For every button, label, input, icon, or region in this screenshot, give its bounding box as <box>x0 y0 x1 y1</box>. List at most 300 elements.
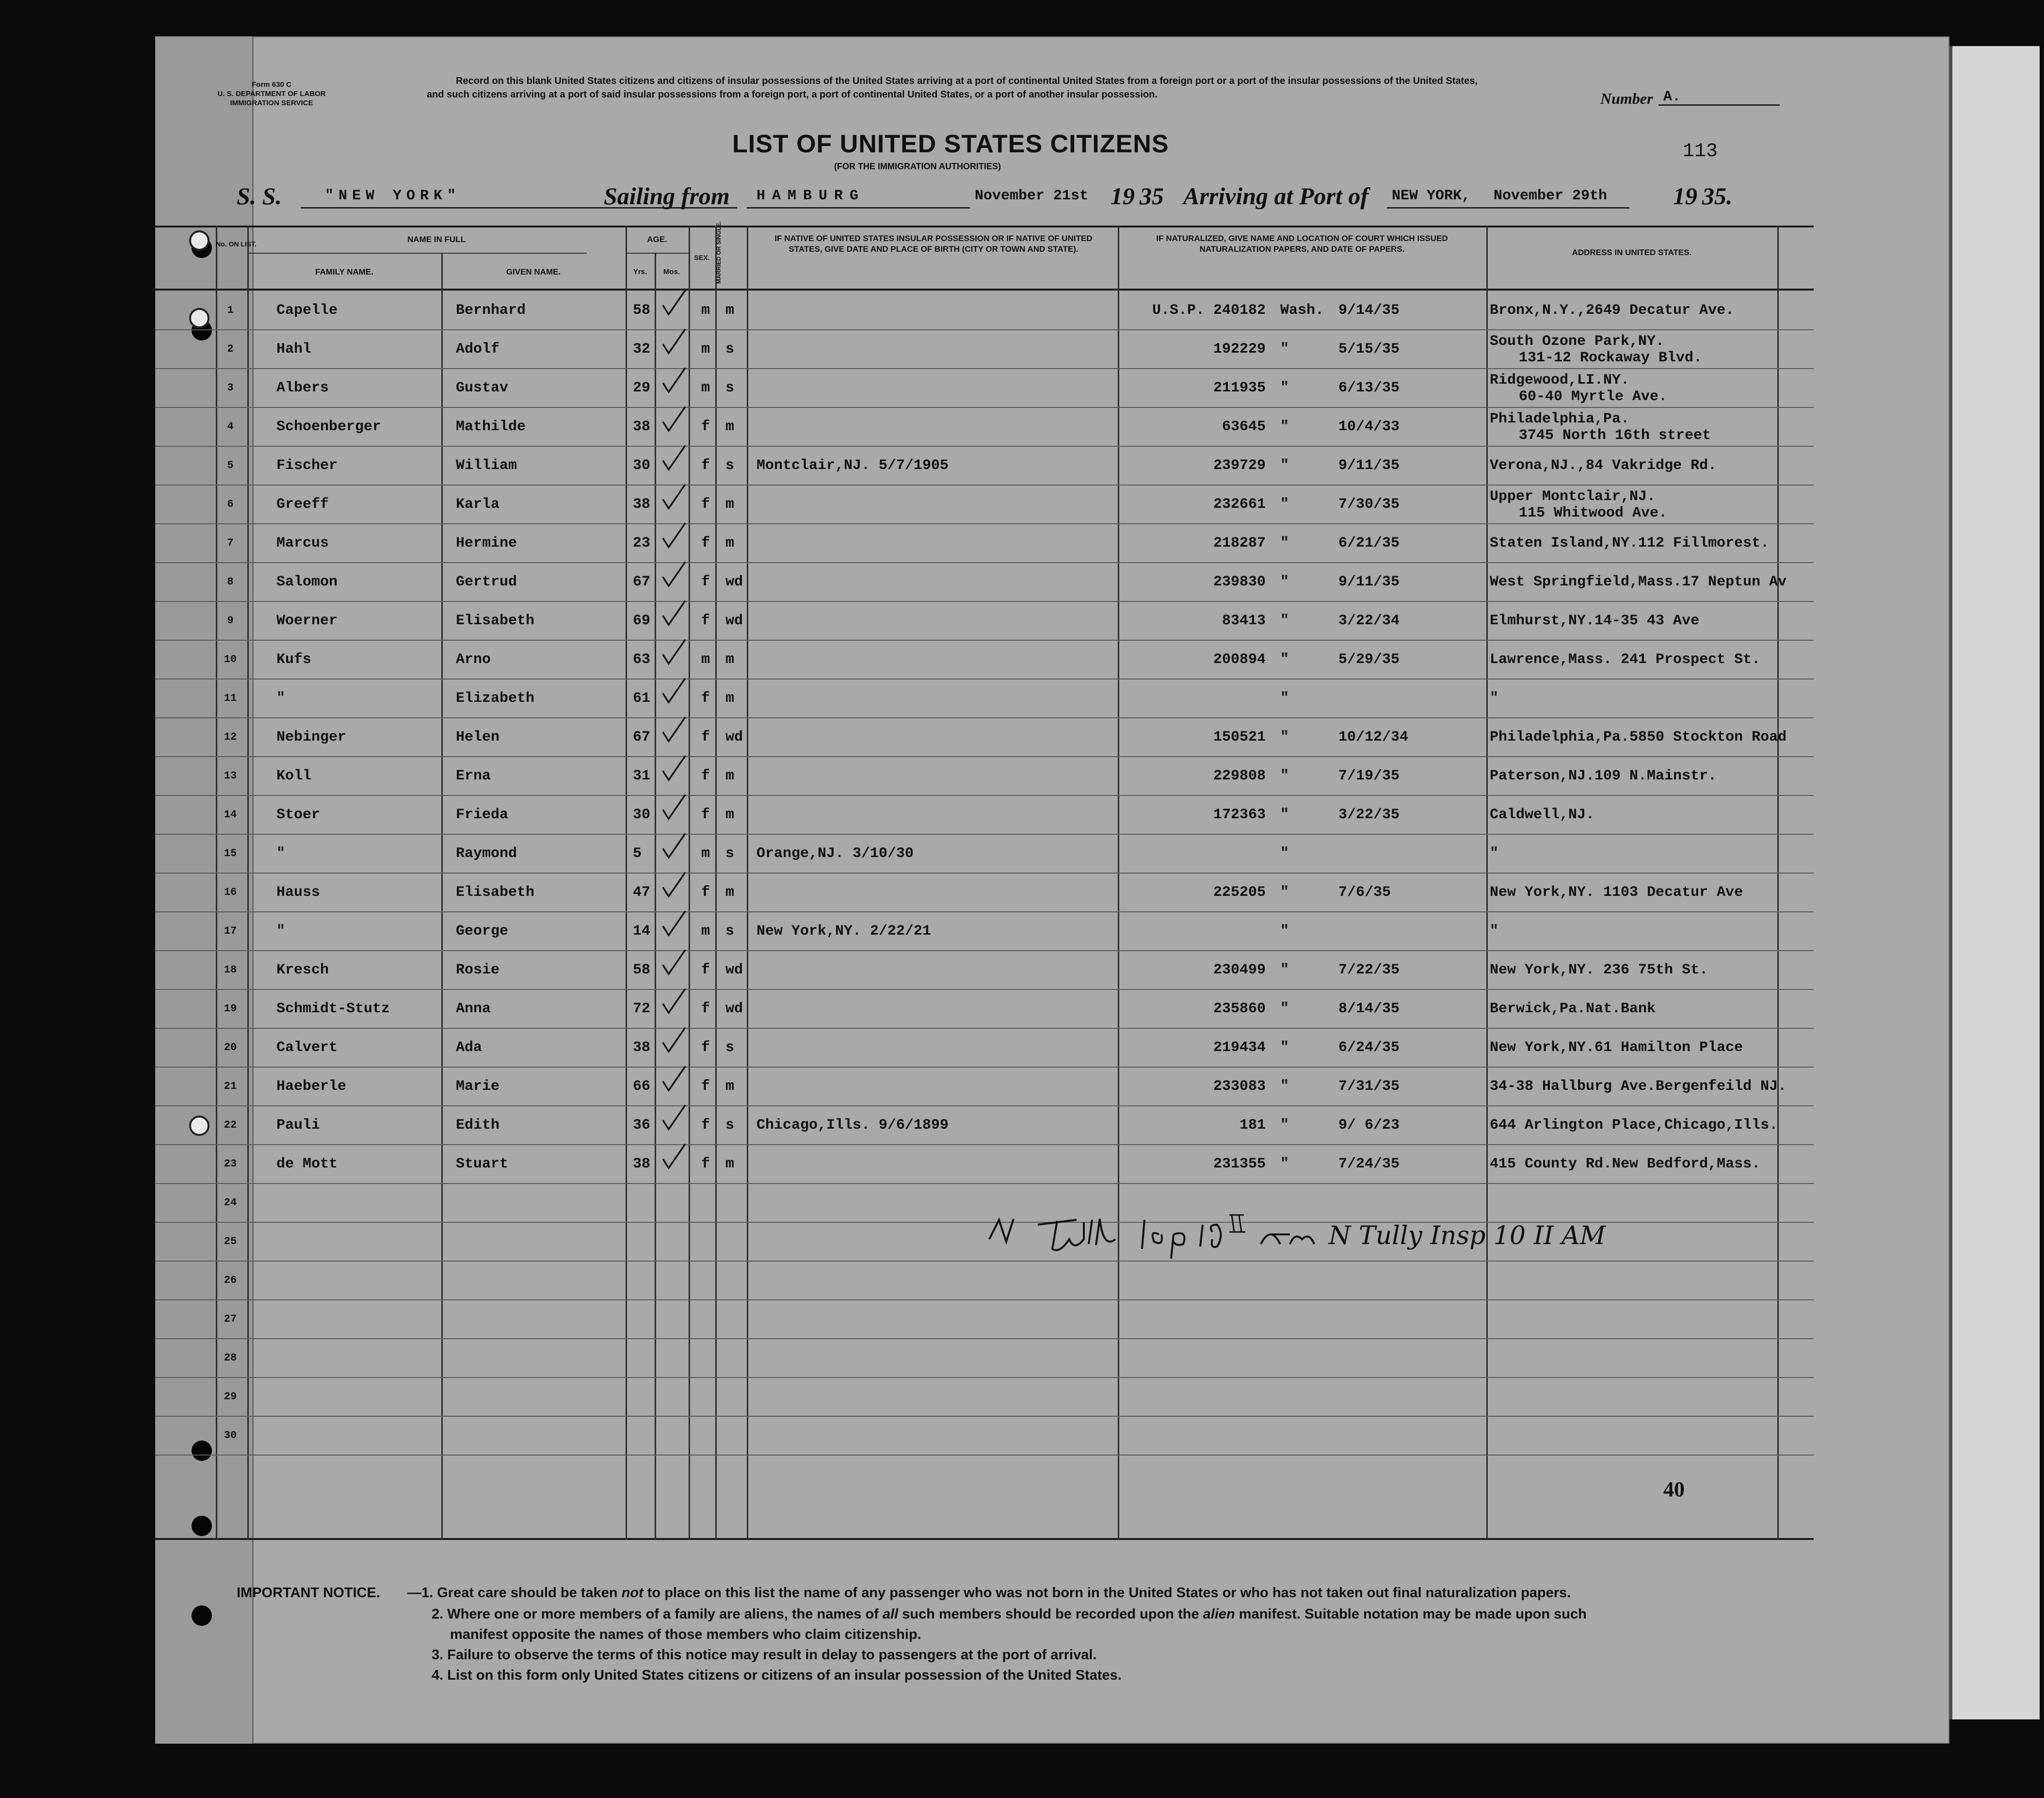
notice-item-2-emphasis-all: all <box>882 1606 899 1622</box>
row-number: 7 <box>227 537 234 549</box>
given-name: Anna <box>456 1001 491 1017</box>
court-location: " <box>1280 923 1289 939</box>
certificate-number: 235860 <box>1213 1001 1266 1017</box>
given-name: William <box>456 457 517 474</box>
certificate-number: 150521 <box>1213 729 1266 745</box>
check-mark-icon <box>657 1065 691 1094</box>
papers-date: 8/14/35 <box>1338 1001 1400 1017</box>
birth-place-date: New York,NY. 2/22/21 <box>756 923 932 939</box>
certificate-number: 230499 <box>1213 962 1266 978</box>
sex: f <box>701 535 710 551</box>
given-name: Bernhard <box>456 302 526 319</box>
papers-date: 5/29/35 <box>1338 651 1400 668</box>
check-mark-icon <box>657 366 691 395</box>
age-years: 38 <box>633 1156 651 1172</box>
row-number: 23 <box>224 1158 237 1170</box>
punch-hole <box>192 1605 212 1626</box>
notice-item-1-end: to place on this list the name of any passenger who was not born in the United States or who has not taken out final naturalization papers. <box>647 1585 1571 1601</box>
row-number: 10 <box>224 653 237 665</box>
given-name: George <box>456 923 509 939</box>
row-rule <box>155 1067 1814 1068</box>
given-name: Frieda <box>456 807 509 823</box>
marital-status: s <box>725 845 735 862</box>
sex: m <box>701 380 710 396</box>
papers-date: 7/24/35 <box>1338 1156 1400 1172</box>
notice-item-2 <box>432 1604 1587 1624</box>
family-name: Kufs <box>276 651 312 668</box>
row-rule <box>155 1028 1814 1029</box>
row-rule <box>155 1455 1814 1456</box>
row-number: 13 <box>224 770 237 782</box>
marital-status: wd <box>725 1001 743 1017</box>
row-number: 12 <box>224 731 237 743</box>
address-line-1: Ridgewood,LI.NY. <box>1490 372 1630 389</box>
court-location: " <box>1280 807 1289 823</box>
certificate-number: 181 <box>1239 1117 1266 1134</box>
family-name: Nebinger <box>276 729 347 745</box>
header-age-months: Mos. <box>663 268 680 276</box>
notice-item-1-emphasis: not <box>621 1585 644 1601</box>
sex: m <box>701 341 710 357</box>
row-rule <box>155 756 1814 757</box>
check-mark-icon <box>657 715 691 745</box>
row-rule <box>155 1261 1814 1262</box>
check-mark-icon <box>657 987 691 1016</box>
row-rule <box>155 950 1814 951</box>
address-line-1: South Ozone Park,NY. <box>1490 333 1665 350</box>
address: Staten Island,NY.112 Fillmorest. <box>1490 535 1770 551</box>
sailing-year-prefix: 19 <box>1111 182 1135 210</box>
given-name: Marie <box>456 1078 500 1095</box>
marital-status: m <box>725 768 735 784</box>
check-mark-icon <box>657 444 691 473</box>
check-mark-icon <box>657 871 691 900</box>
age-years: 14 <box>633 923 651 939</box>
row-rule <box>155 523 1814 524</box>
address: New York,NY. 236 75th St. <box>1490 962 1708 978</box>
check-mark-icon <box>657 1026 691 1055</box>
row-number: 4 <box>227 421 234 433</box>
sex: f <box>701 1078 710 1095</box>
court-location: " <box>1280 1078 1289 1095</box>
row-number: 17 <box>224 925 237 937</box>
papers-date: 3/22/34 <box>1338 613 1400 629</box>
certificate-number: 232661 <box>1213 496 1266 513</box>
row-number: 6 <box>227 498 234 510</box>
page-title: LIST OF UNITED STATES CITIZENS <box>732 130 1169 158</box>
sex: m <box>701 845 710 862</box>
check-mark-icon <box>657 1142 691 1171</box>
age-years: 67 <box>633 574 651 590</box>
sailing-year-suffix: 35 <box>1140 182 1164 210</box>
check-mark-icon <box>657 754 691 783</box>
marital-status: s <box>725 1039 735 1056</box>
row-number: 2 <box>227 343 234 355</box>
age-years: 32 <box>633 341 651 357</box>
marital-status: m <box>725 419 735 435</box>
check-mark-icon <box>657 405 691 434</box>
certificate-number: U.S.P. 240182 <box>1152 302 1266 319</box>
court-location: " <box>1280 1001 1289 1017</box>
sex: f <box>701 419 710 435</box>
marital-status: s <box>725 341 735 357</box>
name-subheader-rule <box>247 253 587 254</box>
age-years: 29 <box>633 380 651 396</box>
number-value: A. <box>1663 89 1681 105</box>
given-name: Gertrud <box>456 574 517 590</box>
marital-status: s <box>725 923 735 939</box>
family-name: Greeff <box>276 496 329 513</box>
given-name: Hermine <box>456 535 517 551</box>
given-name: Stuart <box>456 1156 509 1172</box>
marital-status: wd <box>725 613 743 629</box>
service-name: IMMIGRATION SERVICE <box>230 99 313 107</box>
col-divider <box>747 226 748 1540</box>
row-number: 29 <box>224 1391 237 1403</box>
given-name: Rosie <box>456 962 500 978</box>
papers-date: 6/21/35 <box>1338 535 1400 551</box>
papers-date: 7/31/35 <box>1338 1078 1400 1095</box>
court-location: " <box>1280 845 1289 862</box>
address-line-2: 3745 North 16th street <box>1519 427 1711 444</box>
address: Bronx,N.Y.,2649 Decatur Ave. <box>1490 302 1735 319</box>
family-name: Hauss <box>276 884 321 901</box>
court-location: " <box>1280 1117 1289 1134</box>
address: " <box>1490 690 1499 707</box>
age-years: 61 <box>633 690 651 707</box>
row-rule <box>155 1299 1814 1300</box>
row-number: 11 <box>224 692 237 704</box>
arrival-underline <box>1387 207 1629 209</box>
age-subheader-rule <box>626 253 689 254</box>
given-name: Elisabeth <box>456 884 535 901</box>
header-naturalized: IF NATURALIZED, GIVE NAME AND LOCATION OF COURT WHICH ISSUED NATURALIZATION PAPERS, AND DATE OF PAPERS. <box>1156 234 1448 254</box>
court-location: " <box>1280 613 1289 629</box>
header-married-single: MARRIED OR SINGLE. <box>715 221 722 284</box>
row-number: 24 <box>224 1197 237 1209</box>
row-number: 1 <box>227 304 234 316</box>
row-rule <box>155 329 1814 330</box>
marital-status: m <box>725 690 735 707</box>
notice-item-2-middle: such members should be recorded upon the <box>902 1606 1199 1622</box>
sex: f <box>701 1001 710 1017</box>
arriving-label: Arriving at Port of <box>1183 182 1368 210</box>
sex: f <box>701 1156 710 1172</box>
marital-status: wd <box>725 962 743 978</box>
header-native-birth: IF NATIVE OF UNITED STATES INSULAR POSSESSION OR IF NATIVE OF UNITED STATES, GIVE DATE AND PLACE OF BIRTH (CITY OR TOWN AND STATE). <box>774 234 1093 254</box>
papers-date: 9/11/35 <box>1338 457 1400 474</box>
notice-item-1-start: —1. Great care should be taken <box>407 1585 618 1601</box>
sex: f <box>701 1039 710 1056</box>
age-years: 69 <box>633 613 651 629</box>
address: " <box>1490 923 1499 939</box>
given-name: Gustav <box>456 380 509 396</box>
certificate-number: 83413 <box>1222 613 1266 629</box>
sex: f <box>701 613 710 629</box>
address-line-1: Philadelphia,Pa. <box>1490 411 1630 427</box>
given-name: Edith <box>456 1117 500 1134</box>
row-rule <box>155 873 1814 874</box>
given-name: Karla <box>456 496 500 513</box>
row-rule <box>155 368 1814 369</box>
marital-status: wd <box>725 729 743 745</box>
page-subtitle: (FOR THE IMMIGRATION AUTHORITIES) <box>834 162 1001 171</box>
age-years: 72 <box>633 1001 651 1017</box>
certificate-number: 229808 <box>1213 768 1266 784</box>
certificate-number: 63645 <box>1222 419 1266 435</box>
given-name: Helen <box>456 729 500 745</box>
row-rule <box>155 562 1814 563</box>
sex: m <box>701 651 710 668</box>
row-number: 15 <box>224 847 237 859</box>
notice-item-4: 4. List on this form only United States citizens or citizens of an insular possession of the United States. <box>432 1668 1122 1683</box>
row-number: 27 <box>224 1313 237 1325</box>
row-rule <box>155 717 1814 718</box>
notice-item-2-start: 2. Where one or more members of a family are aliens, the names of <box>432 1606 879 1622</box>
address-line-2: 131-12 Rockaway Blvd. <box>1519 350 1703 366</box>
notice-item-3: 3. Failure to observe the terms of this notice may result in delay to passengers at the port of arrival. <box>432 1647 1097 1663</box>
sex: m <box>701 923 710 939</box>
marital-status: m <box>725 1156 735 1172</box>
sex: f <box>701 768 710 784</box>
marital-status: m <box>725 302 735 319</box>
court-location: " <box>1280 380 1289 396</box>
given-name: Raymond <box>456 845 517 862</box>
notice-item-1 <box>407 1583 1571 1603</box>
age-years: 58 <box>633 962 651 978</box>
sailing-date: November 21st <box>975 188 1089 204</box>
header-bottom-rule <box>155 289 1814 291</box>
row-number: 9 <box>227 615 234 627</box>
row-number: 20 <box>224 1041 237 1053</box>
number-label: Number <box>1600 90 1653 107</box>
ship-name: "NEW YORK" <box>325 188 461 204</box>
age-years: 67 <box>633 729 651 745</box>
col-divider <box>247 226 249 1540</box>
family-name: " <box>276 690 286 707</box>
given-name: Adolf <box>456 341 500 357</box>
age-years: 30 <box>633 457 651 474</box>
certificate-number: 192229 <box>1213 341 1266 357</box>
address: Paterson,NJ.109 N.Mainstr. <box>1490 768 1717 784</box>
certificate-number: 218287 <box>1213 535 1266 551</box>
papers-date: 6/13/35 <box>1338 380 1400 396</box>
address: New York,NY.61 Hamilton Place <box>1490 1039 1743 1056</box>
header-sex: SEX. <box>694 254 710 261</box>
row-number: 3 <box>227 382 234 394</box>
row-number: 14 <box>224 809 237 821</box>
family-name: Salomon <box>276 574 338 590</box>
court-location: " <box>1280 574 1289 590</box>
age-years: 63 <box>633 651 651 668</box>
court-location: " <box>1280 1039 1289 1056</box>
col-divider <box>1486 226 1488 1540</box>
family-name: Stoer <box>276 807 321 823</box>
department-name: U. S. DEPARTMENT OF LABOR <box>217 90 326 98</box>
check-mark-icon <box>657 948 691 977</box>
check-mark-icon <box>657 638 691 667</box>
row-number: 25 <box>224 1235 237 1247</box>
marital-status: m <box>725 807 735 823</box>
age-years: 58 <box>633 302 651 319</box>
sailing-port-underline <box>747 207 970 209</box>
arrival-date: November 29th <box>1494 188 1608 204</box>
arrival-port: NEW YORK, <box>1392 188 1471 204</box>
certificate-number: 219434 <box>1213 1039 1266 1056</box>
sailing-port: HAMBURG <box>756 188 866 204</box>
page-edge-strip <box>1949 46 2040 1719</box>
age-years: 66 <box>633 1078 651 1095</box>
certificate-number: 225205 <box>1213 884 1266 901</box>
age-years: 36 <box>633 1117 651 1134</box>
court-location: " <box>1280 651 1289 668</box>
birth-place-date: Montclair,NJ. 5/7/1905 <box>756 457 949 474</box>
marital-status: s <box>725 1117 735 1134</box>
papers-date: 10/12/34 <box>1338 729 1409 745</box>
court-location: " <box>1280 341 1289 357</box>
row-rule <box>155 1377 1814 1378</box>
row-rule <box>155 1338 1814 1339</box>
certificate-number: 233083 <box>1213 1078 1266 1095</box>
age-years: 38 <box>633 496 651 513</box>
family-name: Fischer <box>276 457 338 474</box>
certificate-number: 211935 <box>1213 380 1266 396</box>
family-name: " <box>276 923 286 939</box>
papers-date: 10/4/33 <box>1338 419 1400 435</box>
family-name: " <box>276 845 286 862</box>
notice-item-2-continued: manifest opposite the names of those members who claim citizenship. <box>450 1627 921 1642</box>
birth-place-date: Orange,NJ. 3/10/30 <box>756 845 914 862</box>
age-years: 38 <box>633 419 651 435</box>
row-rule <box>155 1183 1814 1184</box>
given-name: Elisabeth <box>456 613 535 629</box>
arrival-year-prefix: 19 <box>1673 182 1697 210</box>
check-mark-icon <box>657 599 691 628</box>
col-divider <box>715 226 717 1540</box>
ss-label: S. S. <box>237 182 282 210</box>
family-name: Capelle <box>276 302 338 319</box>
certificate-number: 172363 <box>1213 807 1266 823</box>
court-location: " <box>1280 884 1289 901</box>
papers-date: 9/ 6/23 <box>1338 1117 1400 1134</box>
age-years: 38 <box>633 1039 651 1056</box>
address: Elmhurst,NY.14-35 43 Ave <box>1490 613 1700 629</box>
notice-item-2-emphasis-alien: alien <box>1203 1606 1235 1622</box>
row-number: 8 <box>227 576 234 588</box>
row-rule <box>155 1105 1814 1106</box>
given-name: Erna <box>456 768 491 784</box>
address: 644 Arlington Place,Chicago,Ills. <box>1490 1117 1778 1134</box>
sex: f <box>701 457 710 474</box>
birth-place-date: Chicago,Ills. 9/6/1899 <box>756 1117 949 1134</box>
sex: f <box>701 962 710 978</box>
papers-date: 7/30/35 <box>1338 496 1400 513</box>
row-number: 26 <box>224 1274 237 1286</box>
sex: f <box>701 807 710 823</box>
header-address: ADDRESS IN UNITED STATES. <box>1572 248 1692 257</box>
row-number: 19 <box>224 1003 237 1015</box>
papers-date: 7/6/35 <box>1338 884 1391 901</box>
family-name: Kresch <box>276 962 329 978</box>
certificate-number: 239830 <box>1213 574 1266 590</box>
row-number: 30 <box>224 1429 237 1442</box>
papers-date: 5/15/35 <box>1338 341 1400 357</box>
age-years: 30 <box>633 807 651 823</box>
header-family-name: FAMILY NAME. <box>315 267 373 276</box>
row-number: 22 <box>224 1119 237 1131</box>
certificate-number: 239729 <box>1213 457 1266 474</box>
family-name: Koll <box>276 768 312 784</box>
header-given-name: GIVEN NAME. <box>506 267 561 276</box>
family-name: Calvert <box>276 1039 338 1056</box>
marital-status: m <box>725 1078 735 1095</box>
handwritten-note-text: N Tully Insp 10 II AM <box>1329 1221 1606 1250</box>
check-mark-icon <box>657 677 691 706</box>
papers-date: 9/11/35 <box>1338 574 1400 590</box>
marital-status: m <box>725 884 735 901</box>
given-name: Arno <box>456 651 491 668</box>
age-years: 23 <box>633 535 651 551</box>
court-location: " <box>1280 457 1289 474</box>
passenger-table <box>155 221 1814 1540</box>
family-name: Schoenberger <box>276 419 382 435</box>
important-notice-heading: IMPORTANT NOTICE. <box>237 1585 380 1601</box>
address: Philadelphia,Pa.5850 Stockton Road <box>1490 729 1787 745</box>
address: 415 County Rd.New Bedford,Mass. <box>1490 1156 1761 1172</box>
header-name-in-full: NAME IN FULL <box>407 235 466 244</box>
check-mark-icon <box>657 483 691 512</box>
check-mark-icon <box>657 327 691 356</box>
row-rule <box>155 679 1814 680</box>
number-underline <box>1658 104 1780 106</box>
age-years: 5 <box>633 845 642 862</box>
sex: m <box>701 302 710 319</box>
sex: f <box>701 496 710 513</box>
address: " <box>1490 845 1499 862</box>
court-location: " <box>1280 729 1289 745</box>
family-name: Albers <box>276 380 329 396</box>
check-mark-icon <box>657 832 691 861</box>
form-number: Form 630 C <box>252 81 291 89</box>
notice-item-2-end: manifest. Suitable notation may be made upon such <box>1239 1606 1587 1622</box>
row-rule <box>155 989 1814 990</box>
age-years: 47 <box>633 884 651 901</box>
court-location: Wash. <box>1280 302 1324 319</box>
family-name: Woerner <box>276 613 338 629</box>
court-location: " <box>1280 690 1289 707</box>
row-number: 18 <box>224 964 237 976</box>
marital-status: m <box>725 651 735 668</box>
sailing-label: Sailing from <box>604 182 730 210</box>
row-rule <box>155 407 1814 408</box>
manifest-sheet <box>155 36 1949 1744</box>
col-divider <box>626 226 627 1540</box>
court-location: " <box>1280 535 1289 551</box>
marital-status: s <box>725 457 735 474</box>
address: Berwick,Pa.Nat.Bank <box>1490 1001 1656 1017</box>
court-location: " <box>1280 1156 1289 1172</box>
row-rule <box>155 640 1814 641</box>
row-rule <box>155 446 1814 447</box>
court-location: " <box>1280 768 1289 784</box>
address: Caldwell,NJ. <box>1490 807 1595 823</box>
family-name: Haeberle <box>276 1078 347 1095</box>
form-identifier <box>204 80 339 108</box>
arrival-year-suffix: 35. <box>1702 182 1733 210</box>
header-no-on-list: No. ON LIST. <box>216 240 257 248</box>
sex: f <box>701 1117 710 1134</box>
given-name: Elizabeth <box>456 690 535 707</box>
